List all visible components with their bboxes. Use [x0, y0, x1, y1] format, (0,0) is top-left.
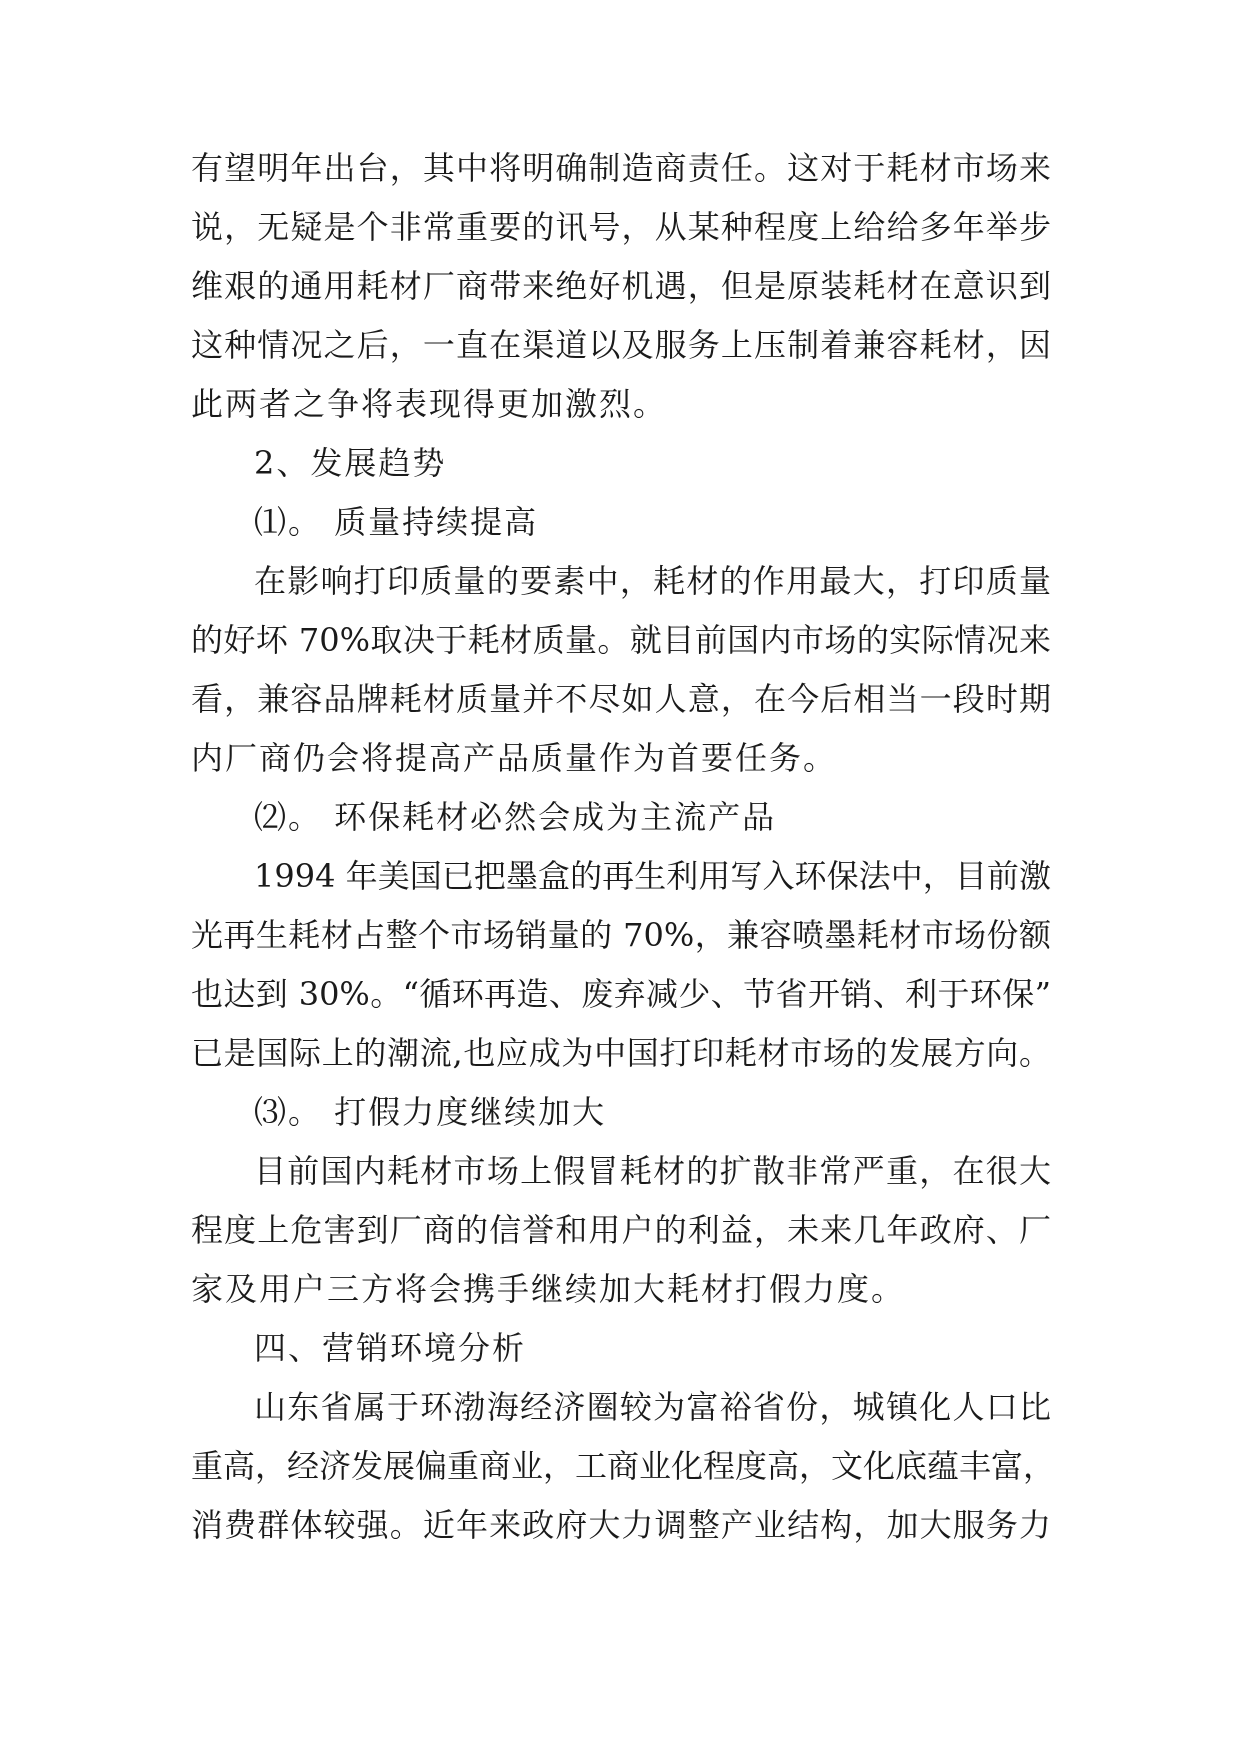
- paragraph-line: 内厂商仍会将提高产品质量作为首要任务。: [191, 739, 838, 777]
- subsection-heading: ⑴。 质量持续提高: [254, 503, 539, 541]
- paragraph-line: 消费群体较强。近年来政府大力调整产业结构，加大服务力: [191, 1506, 1051, 1544]
- paragraph-line: 也达到 30%。“循环再造、废弃减少、节省开销、利于环保”: [191, 975, 1051, 1013]
- paragraph-line: 1994 年美国已把墨盒的再生利用写入环保法中，目前激: [254, 857, 1051, 895]
- paragraph-line: 说，无疑是个非常重要的讯号，从某种程度上给给多年举步: [191, 208, 1051, 246]
- paragraph-line: 看，兼容品牌耗材质量并不尽如人意，在今后相当一段时期: [191, 680, 1051, 718]
- section-heading: 四、营销环境分析: [254, 1329, 527, 1367]
- paragraph-line: 已是国际上的潮流,也应成为中国打印耗材市场的发展方向。: [191, 1034, 1051, 1072]
- paragraph-line: 维艰的通用耗材厂商带来绝好机遇，但是原装耗材在意识到: [191, 267, 1051, 305]
- paragraph-line: 这种情况之后，一直在渠道以及服务上压制着兼容耗材，因: [191, 326, 1051, 364]
- subsection-heading: ⑶。 打假力度继续加大: [254, 1093, 607, 1131]
- paragraph-line: 此两者之争将表现得更加激烈。: [191, 385, 668, 423]
- paragraph-line: 重高，经济发展偏重商业，工商业化程度高，文化底蕴丰富，: [191, 1447, 1056, 1485]
- paragraph-line: 家及用户三方将会携手继续加大耗材打假力度。: [191, 1270, 906, 1308]
- paragraph-line: 目前国内耗材市场上假冒耗材的扩散非常严重，在很大: [254, 1152, 1051, 1190]
- paragraph-line: 程度上危害到厂商的信誉和用户的利益，未来几年政府、厂: [191, 1211, 1051, 1249]
- paragraph-line: 有望明年出台，其中将明确制造商责任。这对于耗材市场来: [191, 149, 1051, 187]
- paragraph-line: 山东省属于环渤海经济圈较为富裕省份，城镇化人口比: [254, 1388, 1051, 1426]
- paragraph-line: 光再生耗材占整个市场销量的 70%，兼容喷墨耗材市场份额: [191, 916, 1051, 954]
- paragraph-line: 在影响打印质量的要素中，耗材的作用最大，打印质量: [254, 562, 1051, 600]
- subsection-heading: ⑵。 环保耗材必然会成为主流产品: [254, 798, 777, 836]
- section-heading: 2、发展趋势: [254, 444, 447, 482]
- paragraph-line: 的好坏 70%取决于耗材质量。就目前国内市场的实际情况来: [191, 621, 1051, 659]
